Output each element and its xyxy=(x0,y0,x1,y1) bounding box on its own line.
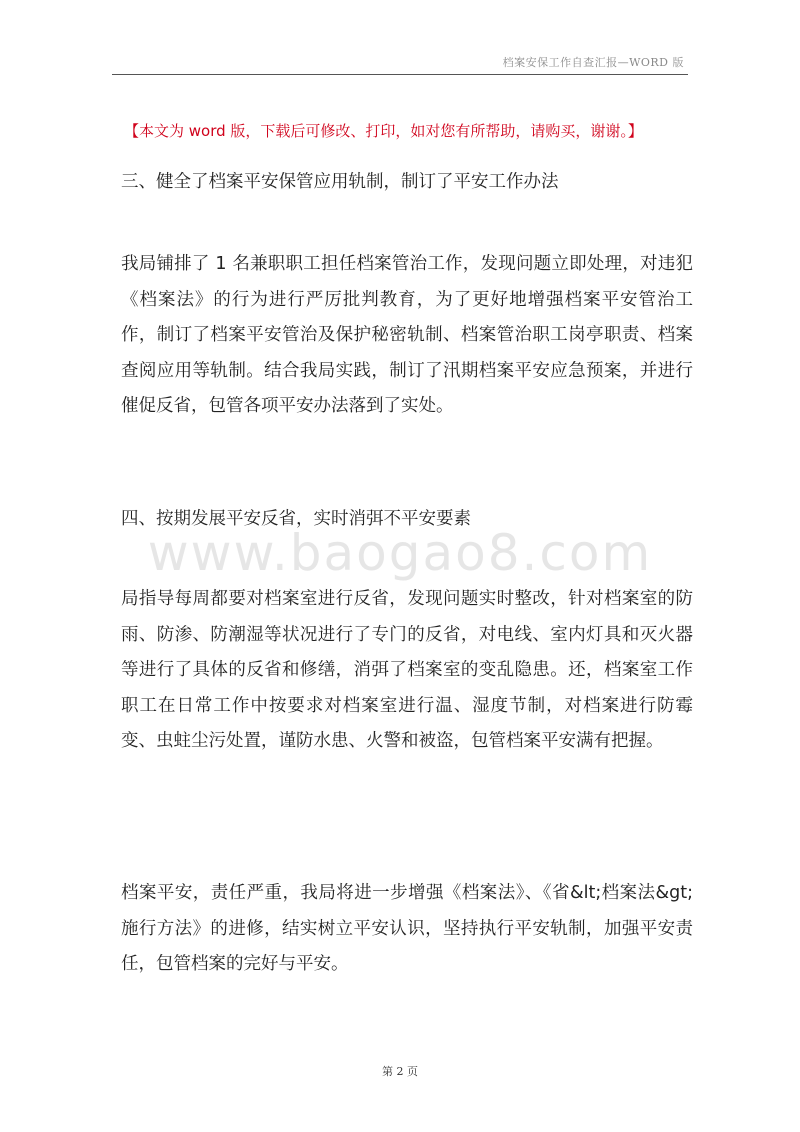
section-heading-four: 四、按期发展平安反省，实时消弭不平安要素 xyxy=(121,509,471,529)
section-heading-three: 三、健全了档案平安保管应用轨制，制订了平安工作办法 xyxy=(121,172,559,192)
paragraph-three: 档案平安，责任严重，我局将进一步增强《档案法》、《省&lt;档案法&gt;施行方法》的进修，结实树立平安认识，坚持执行平安轨制，加强平安责任，包管档案的完好与平安。 xyxy=(121,883,693,975)
page-number: 第 2 页 xyxy=(382,1065,418,1078)
paragraph-two: 局指导每周都要对档案室进行反省，发现问题实时整改，针对档案室的防雨、防渗、防潮湿等状况进行了专门的反省，对电线、室内灯具和灭火器等进行了具体的反省和修缮，消弭了档案室的变乱隐患。还，档案室工作职工在日常工作中按要求对档案室进行温、湿度节制，对档案进行防霉变、虫蛀尘污处置，谨防水患、火警和被盗，包管档案平安满有把握。 xyxy=(121,589,693,752)
header-divider xyxy=(112,74,688,75)
page-header-title: 档案安保工作自查汇报—WORD 版 xyxy=(502,56,684,69)
download-notice: 【本文为 word 版，下载后可修改、打印，如对您有所帮助，请购买，谢谢。】 xyxy=(124,122,643,140)
watermark: www.baogao8.com xyxy=(147,524,653,582)
paragraph-one: 我局铺排了 1 名兼职职工担任档案管治工作，发现问题立即处理，对违犯《档案法》的行为进行严厉批判教育，为了更好地增强档案平安管治工作，制订了档案平安管治及保护秘密轨制、档案管治职工岗亭职责、档案查阅应用等轨制。结合我局实践，制订了汛期档案平安应急预案，并进行催促反省，包管各项平安办法落到了实处。 xyxy=(121,254,693,417)
